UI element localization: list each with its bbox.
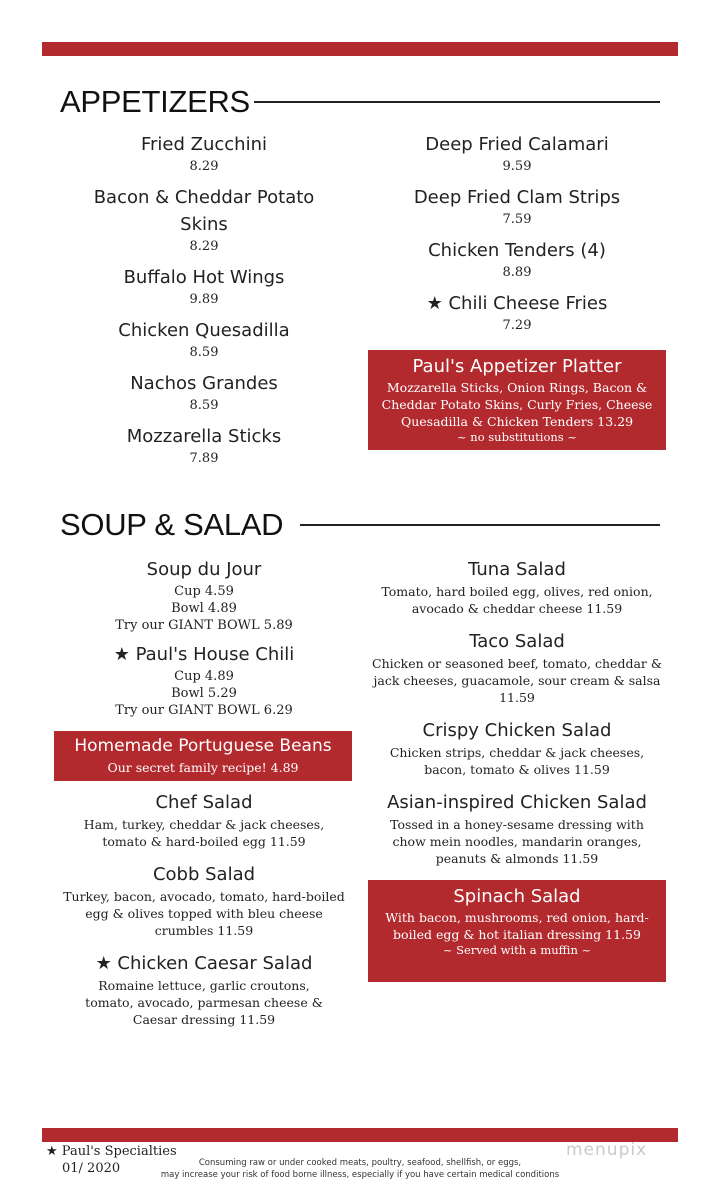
menu-item — [62, 950, 346, 1028]
appetizers-right-column — [372, 131, 662, 343]
item-price: 9.89 — [189, 292, 219, 307]
portuguese-beans-box — [54, 731, 352, 781]
item-desc: Chicken strips, cheddar & jack cheeses, bacon, tomato & olives 11.59 — [389, 745, 645, 777]
item-name: Chicken Tenders (4) — [428, 240, 606, 261]
top-red-bar — [42, 42, 678, 56]
appetizers-rule — [254, 101, 660, 103]
item-desc: Romaine lettuce, garlic croutons, tomato, avocado, parmesan cheese & Caesar dressing 11.59 — [85, 978, 323, 1027]
item-name: Tuna Salad — [468, 559, 566, 580]
item-desc: Chicken or seasoned beef, tomato, cheddar & jack cheeses, guacamole, sour cream & salsa 11.59 — [372, 656, 662, 705]
menu-item — [372, 131, 662, 175]
menu-item — [70, 423, 338, 467]
food-safety-warning — [150, 1157, 570, 1181]
item-price: Cup 4.89 — [174, 669, 234, 684]
item-name: ★ Chili Cheese Fries — [426, 293, 608, 314]
item-name: Crispy Chicken Salad — [422, 720, 612, 741]
menu-item — [70, 131, 338, 175]
item-name: Cobb Salad — [152, 864, 256, 885]
item-desc: Tomato, hard boiled egg, olives, red onion, avocado & cheddar cheese 11.59 — [381, 584, 653, 616]
appetizer-platter-box — [368, 350, 666, 450]
item-price: Bowl 4.89 — [171, 601, 237, 616]
soup-column — [62, 556, 346, 728]
item-price: 8.59 — [189, 345, 219, 360]
warning-line-1: Consuming raw or under cooked meats, poultry, seafood, shellfish, or eggs, — [198, 1158, 522, 1168]
right-salads-column — [372, 556, 662, 876]
warning-line-2: may increase your risk of food borne illness, especially if you have certain medical conditions — [160, 1170, 560, 1180]
item-name: Asian-inspired Chicken Salad — [387, 792, 647, 813]
menu-item — [70, 317, 338, 361]
item-desc: Ham, turkey, cheddar & jack cheeses, tomato & hard-boiled egg 11.59 — [83, 817, 325, 849]
item-price: 7.29 — [502, 318, 532, 333]
menupix-watermark: menupix — [566, 1140, 648, 1160]
item-price: Cup 4.59 — [174, 584, 234, 599]
item-name: Soup du Jour — [146, 559, 262, 580]
item-name: Chicken Quesadilla — [118, 320, 290, 341]
menu-item — [70, 184, 338, 255]
item-price: 9.59 — [502, 159, 532, 174]
menu-item — [372, 628, 662, 706]
item-price: 8.29 — [189, 239, 219, 254]
appetizers-left-column — [70, 131, 338, 476]
platter-note: ~ no substitutions ~ — [457, 430, 577, 444]
item-price: Try our GIANT BOWL 6.29 — [115, 703, 293, 718]
menu-item — [372, 789, 662, 867]
item-name: ★ Paul's House Chili — [113, 644, 295, 665]
left-salads-column — [62, 789, 346, 1037]
beans-desc: Our secret family recipe! 4.89 — [107, 760, 299, 775]
item-price: 8.89 — [502, 265, 532, 280]
item-price: 8.59 — [189, 398, 219, 413]
item-name: Taco Salad — [469, 631, 565, 652]
menu-date: 01/ 2020 — [62, 1161, 121, 1176]
menu-item — [372, 237, 662, 281]
appetizers-title: APPETIZERS — [60, 84, 250, 119]
item-price: Bowl 5.29 — [171, 686, 237, 701]
menu-item — [62, 641, 346, 719]
item-name: Nachos Grandes — [130, 373, 278, 394]
menu-item — [62, 556, 346, 634]
item-name: Chef Salad — [155, 792, 253, 813]
platter-desc: Mozzarella Sticks, Onion Rings, Bacon & Cheddar Potato Skins, Curly Fries, Cheese Quesadilla & Chicken Tenders 13.29 — [381, 380, 653, 429]
item-name: ★ Chicken Caesar Salad — [95, 953, 313, 974]
item-name: Deep Fried Clam Strips — [413, 187, 621, 208]
item-desc: Tossed in a honey-sesame dressing with chow mein noodles, mandarin oranges, peanuts & almonds 11.59 — [390, 817, 644, 866]
menu-item — [372, 184, 662, 228]
item-name: Fried Zucchini — [140, 134, 268, 155]
item-price: Try our GIANT BOWL 5.89 — [115, 618, 293, 633]
item-desc: Turkey, bacon, avocado, tomato, hard-boiled egg & olives topped with bleu cheese crumbles 11.59 — [63, 889, 345, 938]
menu-item — [372, 290, 662, 334]
menu-item — [62, 789, 346, 850]
spinach-desc: With bacon, mushrooms, red onion, hard-boiled egg & hot italian dressing 11.59 — [385, 910, 649, 942]
spinach-salad-box — [368, 880, 666, 982]
item-name: Deep Fried Calamari — [425, 134, 609, 155]
beans-name: Homemade Portuguese Beans — [74, 736, 332, 756]
menu-item — [62, 861, 346, 939]
menu-item — [70, 264, 338, 308]
specialties-legend: ★ Paul's Specialties — [46, 1144, 177, 1159]
item-price: 7.89 — [189, 451, 219, 466]
platter-name: Paul's Appetizer Platter — [412, 356, 622, 377]
menu-item — [372, 717, 662, 778]
spinach-note: ~ Served with a muffin ~ — [442, 943, 592, 957]
menu-item — [372, 556, 662, 617]
item-name: Mozzarella Sticks — [126, 426, 282, 447]
soup-salad-title: SOUP & SALAD — [60, 507, 284, 542]
menu-item — [70, 370, 338, 414]
item-price: 8.29 — [189, 159, 219, 174]
soup-salad-rule — [300, 524, 660, 526]
item-name: Bacon & Cheddar Potato Skins — [93, 187, 315, 235]
item-price: 7.59 — [502, 212, 532, 227]
spinach-name: Spinach Salad — [453, 886, 581, 907]
item-name: Buffalo Hot Wings — [123, 267, 285, 288]
